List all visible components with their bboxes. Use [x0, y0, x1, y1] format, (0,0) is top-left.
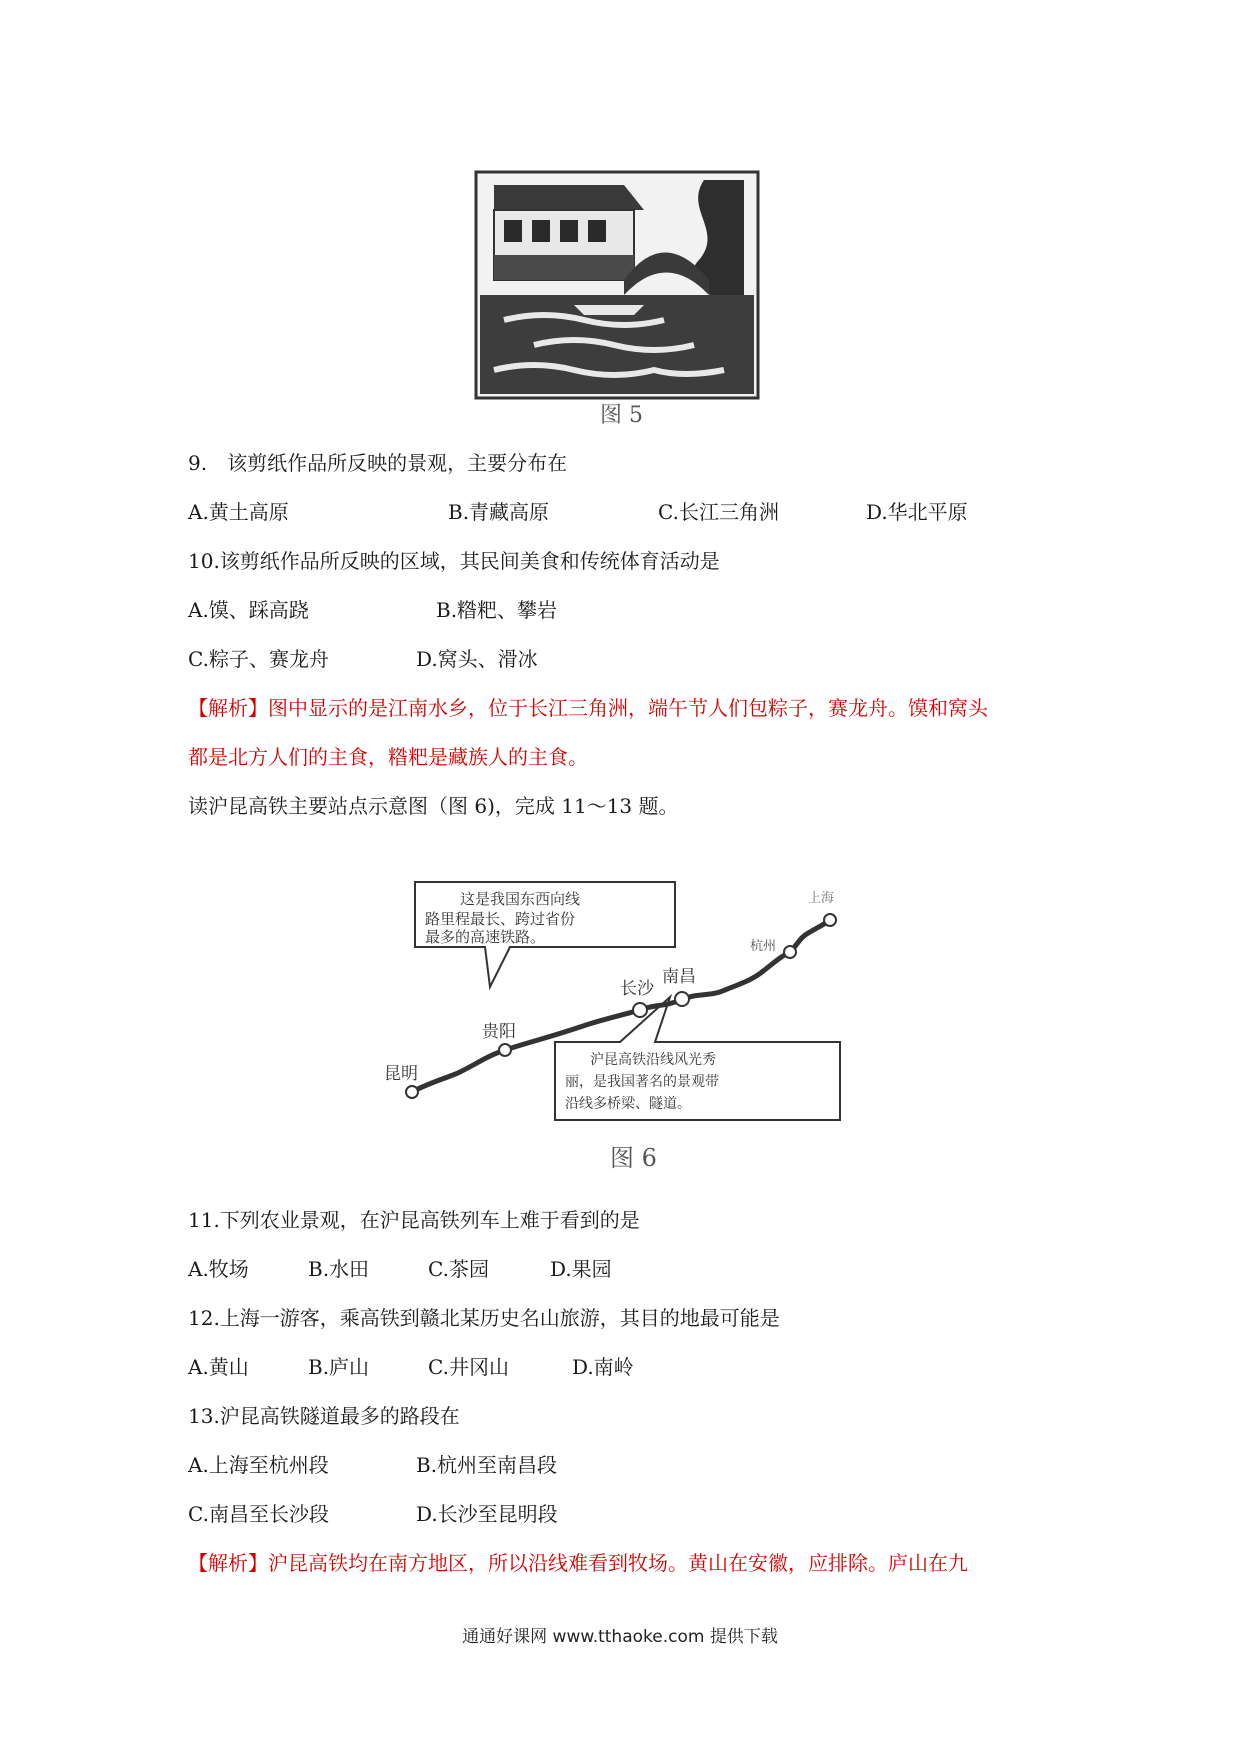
q9-option-c: C.长江三角洲 — [658, 500, 779, 524]
q12-option-d: D.南岭 — [572, 1355, 634, 1379]
station-hangzhou: 杭州 — [750, 939, 777, 954]
q11-option-d: D.果园 — [550, 1257, 612, 1281]
q12-option-a: A.黄山 — [188, 1355, 249, 1379]
q10-option-b: B.糌粑、攀岩 — [436, 598, 558, 622]
question-10-stem: 10.该剪纸作品所反映的区域，其民间美食和传统体育活动是 — [188, 549, 720, 573]
q10-option-c: C.粽子、赛龙舟 — [188, 647, 329, 671]
question-13-stem: 13.沪昆高铁隧道最多的路段在 — [188, 1404, 460, 1428]
figure-5-caption: 图 5 — [600, 403, 643, 428]
q9-option-b: B.青藏高原 — [448, 500, 550, 524]
station-guiyang: 贵阳 — [482, 1022, 516, 1042]
question-11-stem: 11.下列农业景观，在沪昆高铁列车上难于看到的是 — [188, 1208, 640, 1232]
q13-option-b: B.杭州至南昌段 — [416, 1453, 558, 1477]
q13-option-a: A.上海至杭州段 — [188, 1453, 329, 1477]
station-shanghai: 上海 — [808, 891, 835, 906]
page-footer: 通通好课网 www.tthaoke.com 提供下载 — [462, 1627, 778, 1647]
q11-option-b: B.水田 — [308, 1257, 370, 1281]
station-kunming: 昆明 — [384, 1064, 418, 1084]
analysis-2-line-1: 【解析】沪昆高铁均在南方地区，所以沿线难看到牧场。黄山在安徽，应排除。庐山在九 — [188, 1551, 968, 1575]
q9-option-a: A.黄土高原 — [188, 500, 289, 524]
callout-bottom-line-2: 丽，是我国著名的景观带 — [565, 1074, 719, 1090]
callout-top-line-1: 这是我国东西向线 — [460, 890, 581, 908]
callout-top-line-3: 最多的高速铁路。 — [425, 928, 546, 946]
q10-option-a: A.馍、踩高跷 — [188, 598, 309, 622]
figure-5-papercut-image — [474, 170, 760, 400]
callout-bottom-line-1: 沪昆高铁沿线风光秀 — [590, 1052, 716, 1068]
q13-option-d: D.长沙至昆明段 — [416, 1502, 558, 1526]
q12-option-c: C.井冈山 — [428, 1355, 509, 1379]
q13-option-c: C.南昌至长沙段 — [188, 1502, 329, 1526]
q12-option-b: B.庐山 — [308, 1355, 370, 1379]
station-nanchang: 南昌 — [662, 967, 696, 987]
q9-option-d: D.华北平原 — [866, 500, 968, 524]
callout-top-line-2: 路里程最长、跨过省份 — [425, 910, 576, 928]
figure-6-railway-diagram — [380, 872, 870, 1132]
callout-bottom-line-3: 沿线多桥梁、隧道。 — [565, 1096, 691, 1112]
q11-option-a: A.牧场 — [188, 1257, 249, 1281]
figure-6-caption: 图 6 — [610, 1144, 657, 1172]
question-9-stem: 9. 该剪纸作品所反映的景观，主要分布在 — [188, 451, 568, 475]
question-12-stem: 12.上海一游客，乘高铁到赣北某历史名山旅游，其目的地最可能是 — [188, 1306, 780, 1330]
q11-option-c: C.茶园 — [428, 1257, 489, 1281]
analysis-1-line-1: 【解析】图中显示的是江南水乡，位于长江三角洲，端午节人们包粽子，赛龙舟。馍和窝头 — [188, 696, 988, 720]
section-intro: 读沪昆高铁主要站点示意图（图 6)，完成 11～13 题。 — [188, 794, 679, 818]
q10-option-d: D.窝头、滑冰 — [416, 647, 538, 671]
station-changsha: 长沙 — [620, 979, 654, 999]
analysis-1-line-2: 都是北方人们的主食，糌粑是藏族人的主食。 — [188, 745, 588, 769]
